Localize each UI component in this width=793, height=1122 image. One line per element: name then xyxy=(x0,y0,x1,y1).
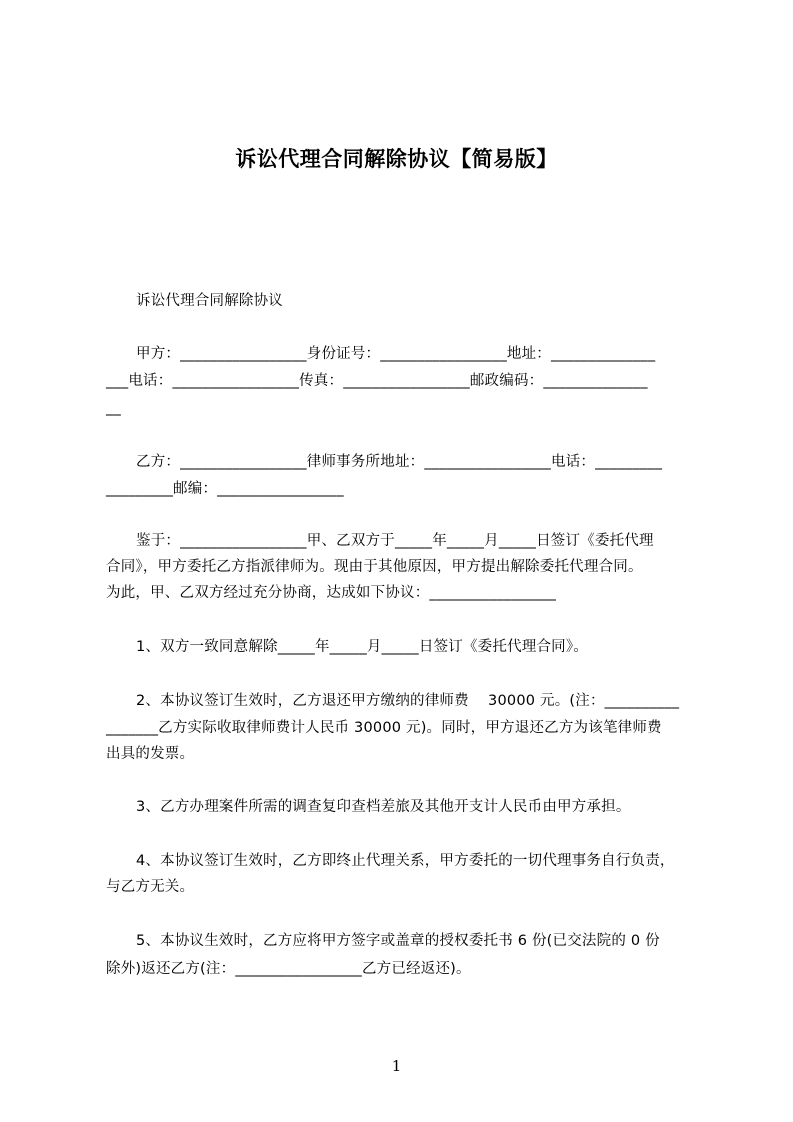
document-subtitle: 诉讼代理合同解除协议 xyxy=(136,293,283,309)
page-title: 诉讼代理合同解除协议【简易版】 xyxy=(235,147,558,171)
clause-4-line-1: 4、本协议签订生效时，乙方即终止代理关系，甲方委托的一切代理事务自行负责， xyxy=(136,853,675,869)
party-b-line-2: _________邮编：_________________ xyxy=(106,481,344,497)
party-a-line-2: ___电话：_________________传真：_________________邮政编码：______________ xyxy=(106,373,648,389)
whereas-line-1: 鉴于：_________________甲、乙双方于_____年_____月_____日签订《委托代理 xyxy=(136,533,654,549)
clause-5-line-1: 5、本协议生效时，乙方应将甲方签字或盖章的授权委托书 6 份(已交法院的 0 份 xyxy=(136,933,660,949)
party-a-line-1: 甲方：_________________身份证号：_________________地址：______________ xyxy=(136,346,656,362)
party-b-line-1: 乙方：_________________律师事务所地址：_________________电话：_________ xyxy=(136,454,663,470)
whereas-line-2: 合同》，甲方委托乙方指派律师为。现由于其他原因，甲方提出解除委托代理合同。 xyxy=(106,559,643,575)
clause-2-line-3: 出具的发票。 xyxy=(106,746,195,762)
clause-2-line-1: 2、本协议签订生效时，乙方退还甲方缴纳的律师费 30000 元。(注：__________ xyxy=(136,693,680,709)
clause-5-line-2: 除外)返还乙方(注：_________________乙方已经返还)。 xyxy=(106,961,471,977)
clause-2-line-2: _______乙方实际收取律师费计人民币 30000 元)。同时，甲方退还乙方为该笔律师费 xyxy=(106,720,662,736)
page-number: 1 xyxy=(391,1057,402,1075)
clause-3: 3、乙方办理案件所需的调查复印查档差旅及其他开支计人民币由甲方承担。 xyxy=(136,799,631,815)
clause-1: 1、双方一致同意解除_____年_____月_____日签订《委托代理合同》。 xyxy=(136,639,589,655)
clause-4-line-2: 与乙方无关。 xyxy=(106,879,195,895)
party-a-line-3: __ xyxy=(106,400,121,416)
whereas-line-3: 为此，甲、乙双方经过充分协商，达成如下协议：_________________ xyxy=(106,585,557,601)
